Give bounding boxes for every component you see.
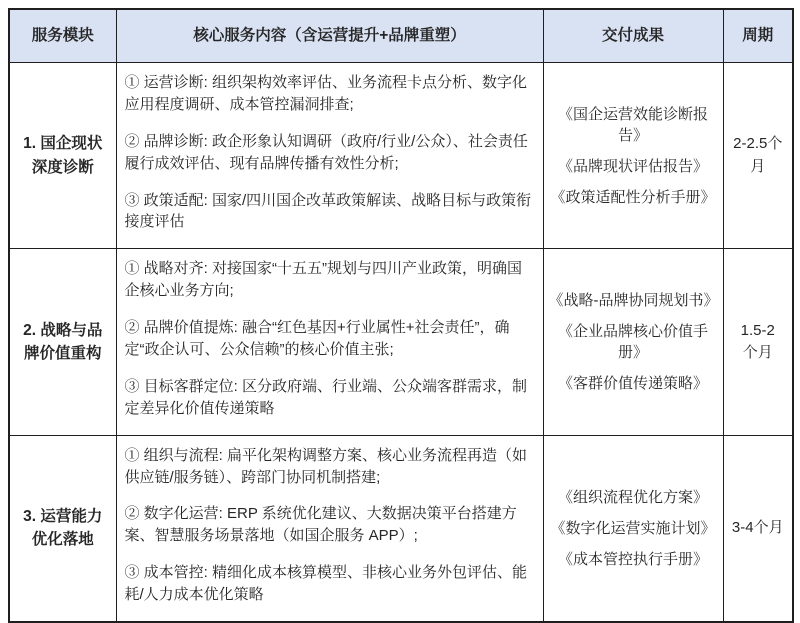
- service-item: ① 运营诊断: 组织架构效率评估、业务流程卡点分析、数字化应用程度调研、成本管控漏洞排查;: [124, 74, 528, 113]
- deliverable-item: 《组织流程优化方案》: [557, 488, 708, 506]
- deliverable-item: 《数字化运营实施计划》: [550, 519, 716, 537]
- content-cell: [116, 249, 543, 435]
- deliverable-item: 《战略-品牌协同规划书》: [548, 292, 719, 310]
- deliverable-item: 《企业品牌核心价值手册》: [557, 323, 708, 362]
- header-cell-period: 周期: [723, 9, 793, 63]
- service-item: ③ 目标客群定位: 区分政府端、行业端、公众端客群需求，制定差异化价值传递策略: [124, 377, 528, 417]
- deliverable-item: 《国企运营效能诊断报告》: [557, 105, 708, 144]
- deliverables-cell: [543, 249, 723, 435]
- service-item: ② 品牌诊断: 政企形象认知调研（政府/行业/公众）、社会责任履行成效评估、现有品牌传播有效性分析;: [124, 132, 528, 172]
- service-item: ① 组织与流程: 扁平化架构调整方案、核心业务流程再造（如供应链/服务链）、跨部门协同机制搭建;: [124, 446, 528, 486]
- deliverables-cell: [543, 63, 723, 249]
- deliverable-item: 《客群价值传递策略》: [557, 375, 708, 393]
- table-row-operations: [9, 435, 793, 622]
- deliverables-cell: [543, 435, 723, 622]
- service-item: ① 战略对齐: 对接国家“十五五”规划与四川产业政策，明确国企核心业务方向;: [124, 260, 522, 300]
- deliverable-item: 《政策适配性分析手册》: [550, 188, 716, 206]
- content-cell: [116, 435, 543, 622]
- service-item: ③ 成本管控: 精细化成本核算模型、非核心业务外包评估、能耗/人力成本优化策略: [124, 564, 528, 604]
- services-table: [8, 8, 794, 623]
- service-item: ② 品牌价值提炼: 融合“红色基因+行业属性+社会责任”，确定“政企认可、公众信赖”的核心价值主张;: [124, 319, 510, 359]
- period-cell: 1.5-2 个月: [723, 249, 793, 435]
- service-item: ② 数字化运营: ERP 系统优化建议、大数据决策平台搭建方案、智慧服务场景落地（如国企服务 APP）;: [124, 505, 517, 545]
- header-cell-core-content: 核心服务内容（含运营提升+品牌重塑）: [116, 9, 543, 63]
- module-cell: 1. 国企现状深度诊断: [9, 63, 116, 249]
- period-cell: 2-2.5个月: [723, 63, 793, 249]
- service-item: ③ 政策适配: 国家/四川国企改革政策解读、战略目标与政策衔接度评估: [124, 191, 532, 231]
- content-cell: [116, 63, 543, 249]
- header-cell-service-module: 服务模块: [9, 9, 116, 63]
- table-row-strategy: [9, 249, 793, 435]
- module-cell: 3. 运营能力优化落地: [9, 435, 116, 622]
- module-cell: 2. 战略与品牌价值重构: [9, 249, 116, 435]
- header-cell-deliverables: 交付成果: [543, 9, 723, 63]
- period-cell: 3-4个月: [723, 435, 793, 622]
- deliverable-item: 《成本管控执行手册》: [557, 550, 708, 568]
- table-header-row: [9, 9, 793, 63]
- table-row-diagnosis: [9, 63, 793, 249]
- deliverable-item: 《品牌现状评估报告》: [557, 157, 708, 175]
